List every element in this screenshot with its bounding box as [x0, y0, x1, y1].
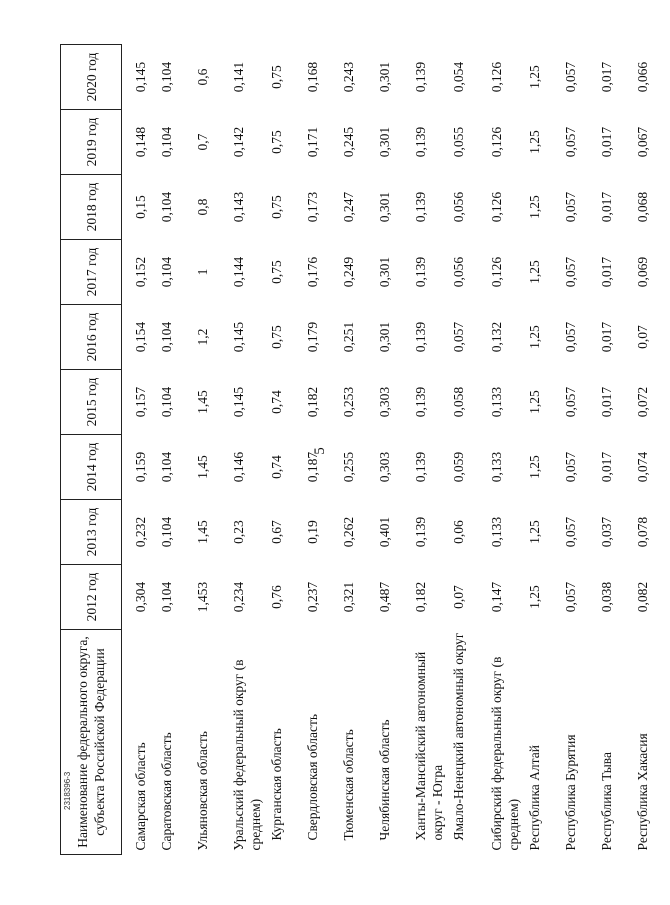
value-cell: 0,23	[230, 520, 246, 544]
row-name-cell: Челябинская область	[376, 719, 392, 841]
value-cell: 1,25	[526, 390, 542, 414]
value-cell: 0,143	[230, 191, 246, 223]
value-cell: 0,066	[634, 61, 650, 93]
value-cell: 1,25	[526, 455, 542, 479]
value-cell: 0,126	[488, 61, 504, 93]
value-cell: 0,104	[158, 126, 174, 158]
value-cell: 0,187	[304, 451, 320, 483]
column-header-year: 2013 год	[61, 500, 122, 565]
value-cell: 0,75	[268, 195, 284, 219]
row-name-cell: Республика Бурятия	[562, 734, 578, 851]
table-row	[450, 45, 488, 855]
value-cell: 0,141	[230, 61, 246, 93]
value-cell: 1,25	[526, 65, 542, 89]
value-cell: 0,139	[412, 61, 428, 93]
value-cell: 1,45	[194, 520, 210, 544]
value-cell: 0,148	[133, 126, 148, 158]
row-name-cell: Сибирский федеральный округ (в среднем)	[488, 656, 521, 851]
value-cell: 0,253	[340, 386, 356, 418]
value-cell: 0,301	[376, 256, 392, 288]
value-cell: 1,25	[526, 520, 542, 544]
value-cell: 0,104	[158, 386, 174, 418]
value-cell: 0,057	[562, 321, 578, 353]
value-cell: 0,321	[340, 581, 356, 613]
value-cell: 0,104	[158, 321, 174, 353]
value-cell: 0,139	[412, 516, 428, 548]
row-name-cell: Республика Тыва	[598, 752, 614, 851]
value-cell: 0,152	[133, 256, 148, 288]
value-cell: 0,179	[304, 321, 320, 353]
value-cell: 0,182	[304, 386, 320, 418]
value-cell: 0,243	[340, 61, 356, 93]
row-name-cell: Уральский федеральный округ (в среднем)	[230, 659, 263, 851]
value-cell: 0,078	[634, 516, 650, 548]
page-number: 5	[312, 447, 328, 455]
value-cell: 0,232	[133, 516, 148, 548]
value-cell: 0,176	[304, 256, 320, 288]
column-header-name: Наименование федерального округа, субъекта Российской Федерации	[61, 630, 122, 855]
value-cell: 0,255	[340, 451, 356, 483]
document-code: 2318396-3	[63, 771, 72, 810]
value-cell: 0,173	[304, 191, 320, 223]
column-header-year: 2014 год	[61, 435, 122, 500]
value-cell: 0,074	[634, 451, 650, 483]
value-cell: 0,057	[562, 126, 578, 158]
table-row	[598, 45, 634, 855]
value-cell: 0,237	[304, 581, 320, 613]
value-cell: 0,76	[268, 585, 284, 609]
value-cell: 0,159	[133, 451, 148, 483]
value-cell: 0,139	[412, 451, 428, 483]
value-cell: 0,303	[376, 451, 392, 483]
value-cell: 0,068	[634, 191, 650, 223]
value-cell: 1,25	[526, 260, 542, 284]
value-cell: 0,104	[158, 516, 174, 548]
value-cell: 0,301	[376, 126, 392, 158]
value-cell: 0,19	[304, 520, 320, 544]
value-cell: 0,017	[598, 126, 614, 158]
row-name-cell: Самарская область	[133, 742, 148, 851]
value-cell: 0,057	[562, 581, 578, 613]
value-cell: 0,8	[194, 198, 210, 216]
value-cell: 0,139	[412, 256, 428, 288]
value-cell: 0,7	[194, 133, 210, 151]
row-name-cell: Курганская область	[268, 728, 284, 841]
value-cell: 0,146	[230, 451, 246, 483]
table-row	[562, 45, 598, 855]
value-cell: 0,133	[488, 516, 504, 548]
value-cell: 0,75	[268, 260, 284, 284]
value-cell: 0,132	[488, 321, 504, 353]
value-cell: 0,171	[304, 126, 320, 158]
value-cell: 0,251	[340, 321, 356, 353]
value-cell: 1,45	[194, 390, 210, 414]
column-header-year: 2016 год	[61, 305, 122, 370]
value-cell: 0,07	[634, 325, 650, 349]
value-cell: 0,262	[340, 516, 356, 548]
value-cell: 0,082	[634, 581, 650, 613]
value-cell: 0,054	[450, 61, 466, 93]
value-cell: 0,182	[412, 581, 428, 613]
value-cell: 0,058	[450, 386, 466, 418]
table-row	[376, 45, 412, 855]
table-row	[526, 45, 562, 855]
table-row	[158, 45, 194, 855]
table-row	[412, 45, 450, 855]
table-row	[230, 45, 268, 855]
value-cell: 1,25	[526, 130, 542, 154]
value-cell: 0,017	[598, 451, 614, 483]
value-cell: 0,487	[376, 581, 392, 613]
value-cell: 0,126	[488, 256, 504, 288]
value-cell: 0,104	[158, 191, 174, 223]
value-cell: 0,249	[340, 256, 356, 288]
value-cell: 1	[194, 268, 210, 276]
value-cell: 0,017	[598, 256, 614, 288]
value-cell: 0,057	[562, 256, 578, 288]
value-cell: 0,301	[376, 61, 392, 93]
value-cell: 0,75	[268, 65, 284, 89]
value-cell: 0,038	[598, 581, 614, 613]
value-cell: 0,104	[158, 61, 174, 93]
value-cell: 0,74	[268, 455, 284, 479]
data-table	[60, 44, 670, 855]
value-cell: 0,017	[598, 61, 614, 93]
value-cell: 0,057	[562, 451, 578, 483]
table-row	[122, 45, 158, 855]
table-row	[268, 45, 304, 855]
value-cell: 0,75	[268, 325, 284, 349]
value-cell: 0,126	[488, 191, 504, 223]
row-name-cell: Ульяновская область	[194, 731, 210, 851]
column-header-year: 2020 год	[61, 45, 122, 110]
value-cell: 0,069	[634, 256, 650, 288]
value-cell: 0,017	[598, 191, 614, 223]
value-cell: 0,301	[376, 191, 392, 223]
value-cell: 0,139	[412, 386, 428, 418]
value-cell: 0,139	[412, 191, 428, 223]
value-cell: 0,133	[488, 451, 504, 483]
table-row	[194, 45, 230, 855]
value-cell: 0,056	[450, 191, 466, 223]
value-cell: 0,139	[412, 126, 428, 158]
value-cell: 0,144	[230, 256, 246, 288]
column-header-year: 2018 год	[61, 175, 122, 240]
value-cell: 0,145	[230, 386, 246, 418]
value-cell: 0,06	[450, 520, 466, 544]
value-cell: 1,2	[194, 328, 210, 346]
rotated-table-container	[60, 45, 650, 855]
value-cell: 1,453	[194, 581, 210, 613]
row-name-cell: Ямало-Ненецкий автономный округ	[450, 632, 466, 841]
column-header-year: 2012 год	[61, 565, 122, 630]
table-row	[488, 45, 526, 855]
value-cell: 0,145	[230, 321, 246, 353]
value-cell: 0,304	[133, 581, 148, 613]
value-cell: 0,07	[450, 585, 466, 609]
value-cell: 0,059	[450, 451, 466, 483]
value-cell: 0,017	[598, 321, 614, 353]
value-cell: 0,154	[133, 321, 148, 353]
value-cell: 0,056	[450, 256, 466, 288]
value-cell: 0,147	[488, 581, 504, 613]
value-cell: 0,057	[562, 61, 578, 93]
value-cell: 0,104	[158, 256, 174, 288]
value-cell: 0,74	[268, 390, 284, 414]
column-header-year: 2015 год	[61, 370, 122, 435]
value-cell: 0,245	[340, 126, 356, 158]
value-cell: 0,168	[304, 61, 320, 93]
row-name-cell: Тюменская область	[340, 729, 356, 841]
value-cell: 0,234	[230, 581, 246, 613]
value-cell: 0,072	[634, 386, 650, 418]
value-cell: 0,126	[488, 126, 504, 158]
value-cell: 0,057	[562, 191, 578, 223]
value-cell: 0,057	[450, 321, 466, 353]
value-cell: 0,057	[562, 386, 578, 418]
value-cell: 0,017	[598, 386, 614, 418]
row-name-cell: Республика Алтай	[526, 745, 542, 851]
column-header-year: 2017 год	[61, 240, 122, 305]
value-cell: 0,6	[194, 68, 210, 86]
value-cell: 0,133	[488, 386, 504, 418]
value-cell: 0,104	[158, 451, 174, 483]
row-name-cell: Ханты-Мансийский автономный округ - Югра	[412, 651, 445, 841]
value-cell: 0,401	[376, 516, 392, 548]
value-cell: 0,055	[450, 126, 466, 158]
value-cell: 0,15	[133, 195, 148, 219]
value-cell: 0,142	[230, 126, 246, 158]
value-cell: 1,25	[526, 195, 542, 219]
row-name-cell: Республика Хакасия	[634, 733, 650, 851]
row-name-cell: Саратовская область	[158, 732, 174, 851]
value-cell: 0,145	[133, 61, 148, 93]
value-cell: 1,25	[526, 325, 542, 349]
value-cell: 0,247	[340, 191, 356, 223]
value-cell: 0,057	[562, 516, 578, 548]
value-cell: 0,75	[268, 130, 284, 154]
value-cell: 0,301	[376, 321, 392, 353]
value-cell: 0,104	[158, 581, 174, 613]
table-row	[304, 45, 340, 855]
value-cell: 1,45	[194, 455, 210, 479]
value-cell: 0,067	[634, 126, 650, 158]
table-header-row	[61, 45, 122, 855]
column-header-year: 2019 год	[61, 110, 122, 175]
value-cell: 0,157	[133, 386, 148, 418]
table-row	[340, 45, 376, 855]
value-cell: 1,25	[526, 585, 542, 609]
table-row	[634, 45, 670, 855]
value-cell: 0,139	[412, 321, 428, 353]
value-cell: 0,67	[268, 520, 284, 544]
table-body	[122, 45, 670, 855]
row-name-cell: Свердловская область	[304, 714, 320, 841]
value-cell: 0,037	[598, 516, 614, 548]
value-cell: 0,303	[376, 386, 392, 418]
